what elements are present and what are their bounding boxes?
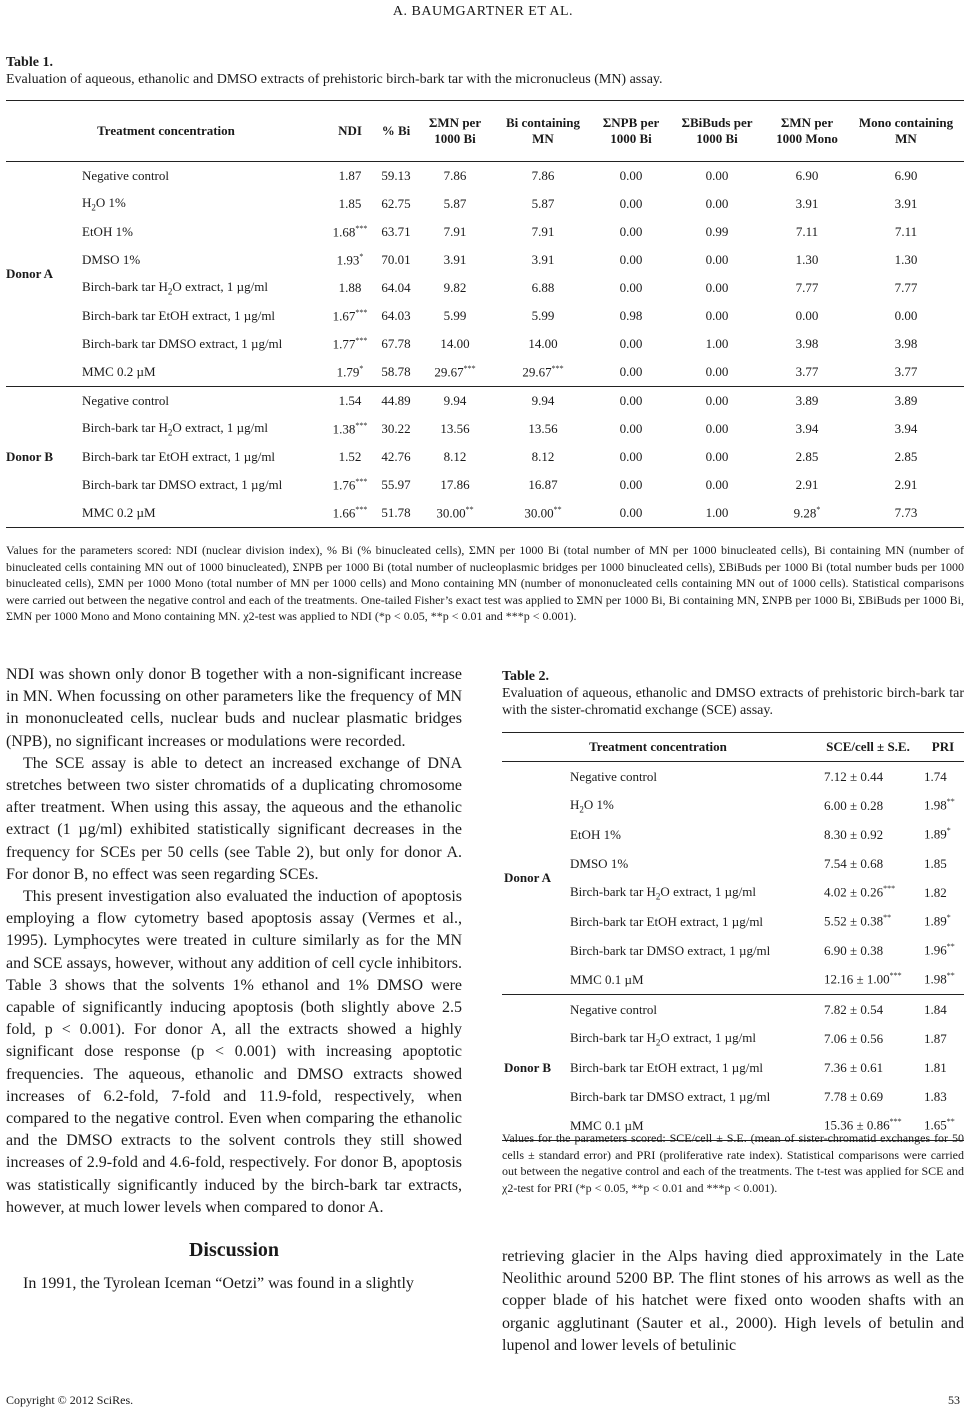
significance-mark: ** [883,913,892,923]
treatment-cell: Birch-bark tar EtOH extract, 1 µg/ml [82,308,276,323]
table1-header: ΣMN per 1000 Bi [418,101,492,162]
mono-with-mn-cell: 6.90 [894,168,918,183]
pri-cell: 1.65** [924,1117,955,1133]
sce-cell: 7.36 ± 0.61 [824,1059,884,1075]
paragraph: retrieving glacier in the Alps having died approximately in the Late Neolithic around 5200 BP. The flint stones of his arrows as well as the copper blade of his hatchet were fixed onto wooden shafts with an organic agglutinant (Sauter et al., 2000). High levels of betulin and lupenol and lower levels of betulinic [502,1248,964,1354]
significance-mark: *** [463,363,476,373]
mono-with-mn-cell: 3.91 [894,196,918,211]
bi-with-mn-cell: 3.91 [531,252,555,267]
treatment-cell: Birch-bark tar $H_2O$ extract, 1 µg/ml [82,279,269,297]
bi-with-mn-cell: 5.87 [531,196,555,211]
table-row [6,302,964,330]
significance-mark: *** [355,335,368,345]
mn-per-mono-cell: 3.98 [795,336,819,351]
page-number: 53 [948,1393,960,1407]
sce-cell: 12.16 ± 1.00*** [824,971,902,987]
bi-with-mn-cell: 9.94 [531,393,555,408]
treatment-cell: Birch-bark tar DMSO extract, 1 µg/ml [570,942,771,958]
npb-cell: 0.00 [619,393,643,408]
table1-header: % Bi [374,101,418,162]
table-row [502,995,964,1025]
bi-with-mn-cell: 5.99 [531,308,555,323]
table-row [6,162,964,191]
pri-cell: 1.83 [924,1088,947,1104]
treatment-cell: DMSO 1% [570,855,629,871]
treatment-cell: Negative control [82,393,169,408]
significance-mark: ** [946,797,955,807]
mn-per-mono-cell: 3.89 [795,393,819,408]
table-row [502,820,964,849]
table1-header: ΣBiBuds per 1000 Bi [668,101,766,162]
table1-header: ΣMN per 1000 Mono [766,101,848,162]
pri-cell: 1.82 [924,884,947,900]
mn-per-mono-cell: 3.94 [795,421,819,436]
subscript: 2 [91,202,96,213]
significance-mark: *** [889,1117,902,1127]
mn-per-bi-cell: 8.12 [443,449,467,464]
mono-with-mn-cell: 1.30 [894,252,918,267]
treatment-cell: DMSO 1% [82,252,141,267]
ndi-cell: 1.38*** [332,420,368,437]
treatment-cell: $H_2O$ 1% [570,796,614,815]
table-row [502,762,964,792]
mn-per-bi-cell: 3.91 [443,252,467,267]
sce-cell: 8.30 ± 0.92 [824,826,884,842]
pct-bi-cell: 67.78 [381,336,411,351]
bibuds-cell: 0.00 [705,168,729,183]
npb-cell: 0.00 [619,196,643,211]
table2-label: Table 2. [502,669,549,684]
significance-mark: * [359,363,364,373]
bi-with-mn-cell: 16.87 [528,477,558,492]
pri-cell: 1.85 [924,855,947,871]
treatment-cell: Negative control [570,768,657,784]
pct-bi-cell: 51.78 [374,499,418,528]
pri-cell: 1.98** [924,971,955,987]
treatment-cell: Birch-bark tar EtOH extract, 1 µg/ml [82,449,276,464]
copyright: Copyright © 2012 SciRes. [6,1393,134,1407]
table-row [502,965,964,995]
mn-per-bi-cell: 29.67*** [418,358,492,387]
pct-bi-cell: 30.22 [381,421,411,436]
npb-cell: 0.00 [619,224,643,239]
table-row [6,330,964,358]
mono-with-mn-cell: 2.91 [894,477,918,492]
bibuds-cell: 0.00 [705,449,729,464]
mn-per-bi-cell: 5.87 [443,196,467,211]
sce-cell: 5.52 ± 0.38** [824,913,892,929]
pct-bi-cell: 55.97 [381,477,411,492]
npb-cell: 0.00 [619,477,643,492]
paragraph: The SCE assay is able to detect an increased exchange of DNA stretches between two sister chromatids of a duplicating chromosome after treatment. When using this assay, the aqueous and the ethanolic extract (1 µg/ml) exhibited statistically significant decreases in the frequency for SCEs per 50 cells (see Table 2), but only for donor A. For donor B, no effect was seen regarding SCEs. [6,754,462,883]
subscript: 2 [655,1037,661,1048]
mn-per-mono-cell: 3.77 [766,358,848,387]
subscript: 2 [167,286,173,297]
pct-bi-cell: 63.71 [381,224,411,239]
table1-header: Mono containing MN [848,101,964,162]
mn-per-bi-cell: 5.99 [443,308,467,323]
mn-per-bi-cell: 7.91 [443,224,467,239]
treatment-cell: EtOH 1% [82,224,133,239]
table-row [6,499,964,528]
significance-mark: *** [355,223,368,233]
mono-with-mn-cell: 3.77 [848,358,964,387]
mn-per-mono-cell: 1.30 [795,252,819,267]
significance-mark: ** [946,942,955,952]
significance-mark: ** [946,971,955,981]
mono-with-mn-cell: 7.73 [848,499,964,528]
treatment-cell: Birch-bark tar $H_2O$ extract, 1 µg/ml [570,1029,757,1048]
mn-per-bi-cell: 17.86 [440,477,470,492]
treatment-cell: MMC 0.1 µM [570,1117,644,1133]
significance-mark: *** [355,420,368,430]
bi-with-mn-cell: 7.86 [531,168,555,183]
bi-with-mn-cell: 13.56 [528,421,558,436]
bibuds-cell: 1.00 [705,336,729,351]
pct-bi-cell: 70.01 [381,252,411,267]
treatment-cell: EtOH 1% [570,826,621,842]
significance-mark: *** [883,884,896,894]
significance-mark: *** [355,307,368,317]
paragraph: NDI was shown only donor B together with a non-significant increase in MN. When focussing on other parameters like the frequency of MN in mononucleated cells, nuclear buds and nuclear plasmatic bridges (NPB), no significant increases or modulations were recorded. [6,666,462,750]
ndi-cell: 1.76*** [332,476,368,493]
mn-per-bi-cell: 7.86 [443,168,467,183]
npb-cell: 0.00 [619,280,643,295]
pct-bi-cell: 59.13 [381,168,411,183]
mn-per-mono-cell: 2.91 [795,477,819,492]
bi-with-mn-cell: 30.00** [492,499,594,528]
significance-mark: *** [355,476,368,486]
bibuds-cell: 0.00 [705,280,729,295]
table1-note: Values for the parameters scored: NDI (nuclear division index), % Bi (% binucleated cells), ΣMN per 1000 Bi (total number of MN per 1000 binucleated cells), Bi containing MN (number of binucleated cells containing MN out of 1000 binucleated), ΣNPB per 1000 Bi (total number of nucleoplasmic bridges per 1000 binucleated cells), ΣBiBuds per 1000 Bi (total number buds per 1000 binucleated cells), ΣMN per 1000 Mono (total number of MN per 1000 cells) and Mono containing MN (number of mononucleated cells containing MN out of 1000 cells). Statistical comparisons were carried out between the negative control and each of the treatments. One-tailed Fisher’s exact test was applied to ΣMN per 1000 Bi, Bi containing MN, ΣNPB per 1000 Bi, ΣBiBuds per 1000 Bi, ΣMN per 1000 Mono and Mono containing MN. χ2-test was applied to NDI (*p < 0.05, **p < 0.01 and ***p < 0.001). [6,543,964,624]
table-row [502,849,964,878]
significance-mark: *** [355,504,368,514]
table1-header-row [6,101,964,162]
table2-note: Values for the parameters scored: SCE/cell ± S.E. (mean of sister-chromatid exchanges for 50 cells ± standard error) and PRI (proliferative rate index). Statistical comparisons were carried out between the negative control and each of the treatments. The t-test was applied for SCE and χ2-test for PRI (*p < 0.05, **p < 0.01 and ***p < 0.001). [502,1131,964,1195]
table1 [6,100,964,528]
mn-per-mono-cell: 7.77 [795,280,819,295]
pct-bi-cell: 42.76 [381,449,411,464]
mono-with-mn-cell: 7.11 [894,224,918,239]
mn-per-mono-cell: 2.85 [795,449,819,464]
mn-per-mono-cell: 9.28* [766,499,848,528]
pct-bi-cell: 44.89 [381,393,411,408]
ndi-cell: 1.93* [336,251,364,268]
treatment-cell: Birch-bark tar DMSO extract, 1 µg/ml [82,477,283,492]
table-row [6,190,964,218]
sce-cell: 4.02 ± 0.26*** [824,884,896,900]
mn-per-mono-cell: 3.91 [795,196,819,211]
mn-per-bi-cell: 9.82 [443,280,467,295]
significance-mark: ** [465,504,474,514]
mono-with-mn-cell: 2.85 [894,449,918,464]
npb-cell: 0.98 [619,308,643,323]
sce-cell: 7.12 ± 0.44 [824,768,884,784]
ndi-cell: 1.54 [338,393,362,408]
table-row [502,791,964,820]
table-row [6,387,964,416]
pri-cell: 1.89* [924,826,951,842]
ndi-cell: 1.68*** [332,223,368,240]
bibuds-cell: 0.00 [705,252,729,267]
donor-label: Donor B [502,995,564,1141]
table-row [6,218,964,246]
mono-with-mn-cell: 3.98 [894,336,918,351]
significance-mark: ** [553,504,562,514]
pct-bi-cell: 64.04 [381,280,411,295]
significance-mark: *** [551,363,564,373]
npb-cell: 0.00 [619,168,643,183]
table1-header: Bi containing MN [492,101,594,162]
mono-with-mn-cell: 0.00 [894,308,918,323]
pri-cell: 1.87 [924,1030,947,1046]
significance-mark: *** [889,971,902,981]
pri-cell: 1.96** [924,942,955,958]
table-row [6,443,964,471]
table-row [6,415,964,443]
pct-bi-cell: 58.78 [374,358,418,387]
npb-cell: 0.00 [594,499,668,528]
table2 [502,732,964,1141]
subscript: 2 [167,427,173,438]
ndi-cell: 1.79* [326,358,374,387]
ndi-cell: 1.77*** [332,335,368,352]
treatment-cell: MMC 0.1 µM [570,971,644,987]
pct-bi-cell: 62.75 [381,196,411,211]
npb-cell: 0.00 [594,358,668,387]
sce-cell: 6.00 ± 0.28 [824,797,884,813]
sce-cell: 7.82 ± 0.54 [824,1001,884,1017]
significance-mark: * [359,251,364,261]
donor-label: Donor A [502,762,564,995]
table-row [502,1053,964,1082]
sce-cell: 7.78 ± 0.69 [824,1088,884,1104]
table-row [502,1082,964,1111]
sce-cell: 7.06 ± 0.56 [824,1030,884,1046]
table-row [6,471,964,499]
table-row [502,1024,964,1053]
subscript: 2 [655,891,661,902]
bi-with-mn-cell: 6.88 [531,280,555,295]
treatment-cell: $H_2O$ 1% [82,195,126,213]
treatment-cell: Birch-bark tar DMSO extract, 1 µg/ml [82,336,283,351]
ndi-cell: 1.88 [338,280,362,295]
subscript: 2 [579,804,584,815]
paragraph: This present investigation also evaluated the induction of apoptosis employing a flow cytometry based apoptosis assay (Vermes et al., 1995). Lymphocytes were treated in culture similarly as for the MN and SCE assays, however, without any addition of cell cycle inhibitors. Table 3 shows that the solvents 1% ethanol and 1% DMSO were capable of significantly inducing apoptosis (both slightly above 2.5 fold, p < 0.001). For donor A, all the extracts showed a highly significant dose response (p < 0.001) with increasing apoptotic frequencies. The aqueous, ethanolic and DMSO extracts showed increases of 6.2-fold, 7-fold and 11.9-fold, respectively, when compared to the negative control. Even when comparing the ethanolic and the DMSO extracts to the solvent controls they still showed increases of 2.9-fold and 4.6-fold, respectively. For donor B, apoptosis was statistically significantly induced by the birch-bark tar extracts, however, at much lower levels when compared to donor A. [6,888,462,1216]
bibuds-cell: 0.00 [705,196,729,211]
table1-header: Treatment concentration [6,101,326,162]
table2-header: SCE/cell ± S.E. [814,733,922,762]
treatment-cell: Birch-bark tar EtOH extract, 1 µg/ml [570,913,764,929]
bi-with-mn-cell: 8.12 [531,449,555,464]
paragraph: In 1991, the Tyrolean Iceman “Oetzi” was found in a slightly [23,1275,414,1293]
pri-cell: 1.89* [924,913,951,929]
ndi-cell: 1.67*** [332,307,368,324]
sce-cell: 15.36 ± 0.86*** [824,1117,902,1133]
mn-per-mono-cell: 7.11 [795,224,819,239]
bibuds-cell: 0.00 [705,477,729,492]
bi-with-mn-cell: 29.67*** [492,358,594,387]
sce-cell: 6.90 ± 0.38 [824,942,884,958]
significance-mark: * [946,913,951,923]
bibuds-cell: 0.00 [705,393,729,408]
significance-mark: * [946,826,951,836]
right-column [502,1246,964,1357]
npb-cell: 0.00 [619,421,643,436]
pri-cell: 1.74 [924,768,947,784]
table1-label: Table 1. [6,55,53,70]
table-row [502,907,964,936]
mono-with-mn-cell: 3.94 [894,421,918,436]
pri-cell: 1.98** [924,797,955,813]
left-column [6,664,462,1295]
table-row [6,358,964,387]
mono-with-mn-cell: 3.89 [894,393,918,408]
npb-cell: 0.00 [619,336,643,351]
bibuds-cell: 0.00 [668,358,766,387]
bibuds-cell: 0.99 [705,224,729,239]
bibuds-cell: 0.00 [705,421,729,436]
table2-header: Treatment concentration [502,733,814,762]
ndi-cell: 1.66*** [326,499,374,528]
table1-header: NDI [326,101,374,162]
pri-cell: 1.81 [924,1059,947,1075]
treatment-cell: MMC 0.2 µM [76,499,326,528]
treatment-cell: Negative control [82,168,169,183]
table-row [502,936,964,965]
treatment-cell: Negative control [570,1001,657,1017]
donor-label: Donor A [6,162,76,387]
sce-cell: 7.54 ± 0.68 [824,855,884,871]
ndi-cell: 1.85 [338,196,362,211]
treatment-cell: Birch-bark tar $H_2O$ extract, 1 µg/ml [82,420,269,438]
mono-with-mn-cell: 7.77 [894,280,918,295]
bi-with-mn-cell: 14.00 [528,336,558,351]
donor-label: Donor B [6,387,76,528]
pri-cell: 1.84 [924,1001,947,1017]
bibuds-cell: 0.00 [705,308,729,323]
table-row [502,878,964,907]
mn-per-bi-cell: 9.94 [443,393,467,408]
bibuds-cell: 1.00 [668,499,766,528]
ndi-cell: 1.52 [338,449,362,464]
mn-per-bi-cell: 14.00 [440,336,470,351]
mn-per-bi-cell: 13.56 [440,421,470,436]
bi-with-mn-cell: 7.91 [531,224,555,239]
table2-header-row [502,733,964,762]
mn-per-bi-cell: 30.00** [418,499,492,528]
table1-header: ΣNPB per 1000 Bi [594,101,668,162]
running-head: A. BAUMGARTNER ET AL. [392,4,574,19]
treatment-cell: Birch-bark tar DMSO extract, 1 µg/ml [570,1088,771,1104]
table2-header: PRI [922,733,964,762]
significance-mark: * [816,504,821,514]
treatment-cell: Birch-bark tar EtOH extract, 1 µg/ml [570,1059,764,1075]
section-heading: Discussion [188,1239,280,1262]
significance-mark: ** [946,1117,955,1127]
table1-caption: Evaluation of aqueous, ethanolic and DMSO extracts of prehistoric birch-bark tar with the micronucleus (MN) assay. [6,72,663,87]
npb-cell: 0.00 [619,252,643,267]
pct-bi-cell: 64.03 [381,308,411,323]
mn-per-mono-cell: 0.00 [795,308,819,323]
mn-per-mono-cell: 6.90 [795,168,819,183]
treatment-cell: Birch-bark tar $H_2O$ extract, 1 µg/ml [570,883,757,902]
ndi-cell: 1.87 [338,168,362,183]
treatment-cell: MMC 0.2 µM [76,358,326,387]
table2-caption: Evaluation of aqueous, ethanolic and DMSO extracts of prehistoric birch-bark tar with the sister-chromatid exchange (SCE) assay. [502,686,964,718]
table-row [6,246,964,274]
npb-cell: 0.00 [619,449,643,464]
table-row [6,274,964,302]
